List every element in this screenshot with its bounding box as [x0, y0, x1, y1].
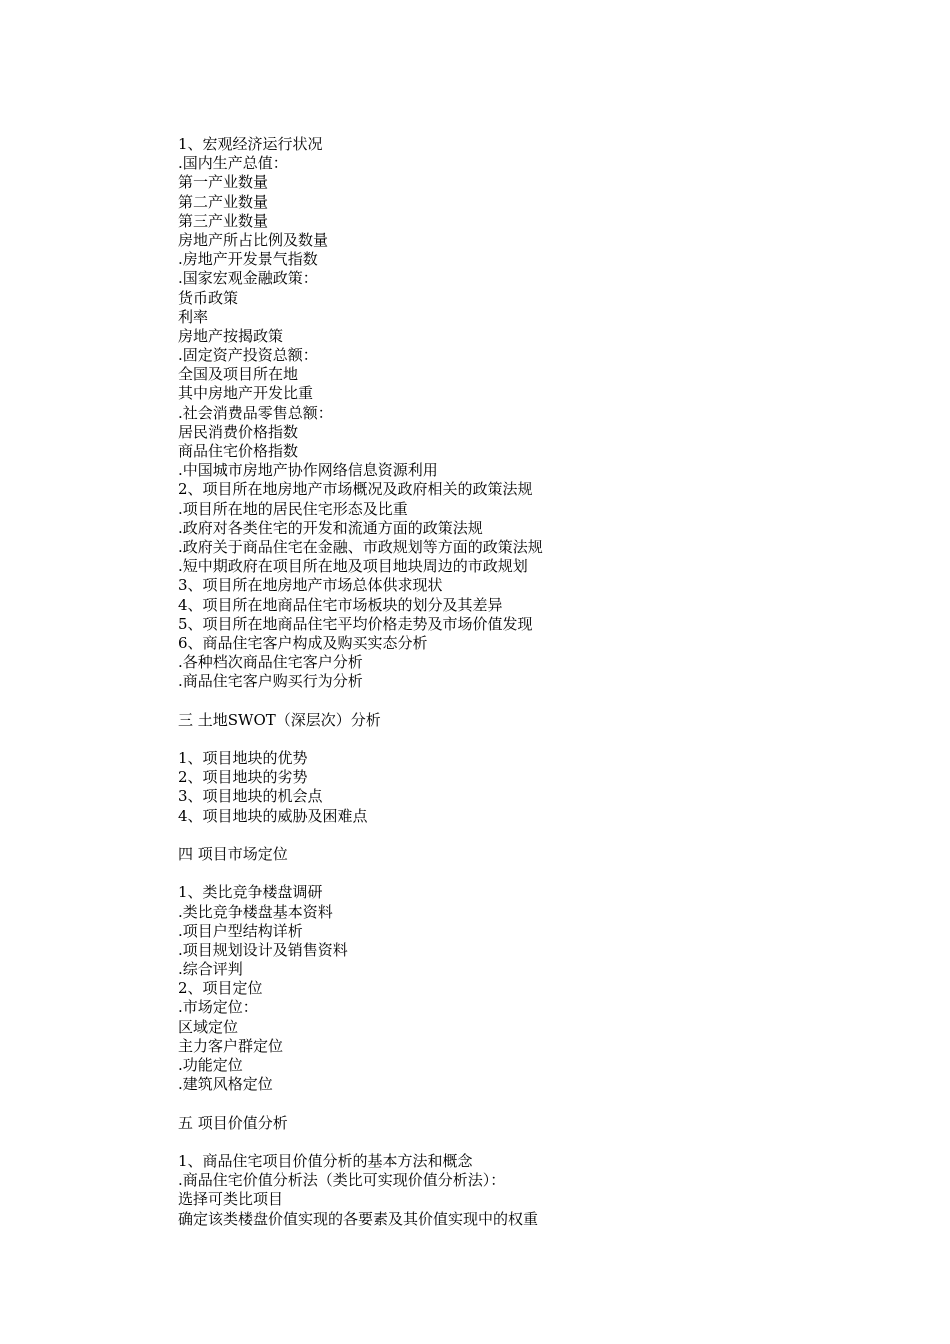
- numbered-item: 3、项目地块的机会点: [178, 787, 323, 806]
- sub-item: 选择可类比项目: [178, 1190, 284, 1209]
- sub-item: 利率: [178, 307, 209, 326]
- numbered-item: 6、商品住宅客户构成及购买实态分析: [178, 633, 428, 652]
- bullet-item: .项目所在地的居民住宅形态及比重: [178, 499, 408, 518]
- sub-item: 货币政策: [178, 288, 239, 307]
- numbered-item: 2、项目定位: [178, 979, 263, 998]
- bullet-item: .项目规划设计及销售资料: [178, 940, 348, 959]
- sub-item: 居民消费价格指数: [178, 422, 299, 441]
- section-heading: 五 项目价值分析: [178, 1113, 288, 1132]
- bullet-item: .国内生产总值：: [178, 154, 288, 173]
- bullet-item: .社会消费品零售总额：: [178, 403, 333, 422]
- sub-item: 全国及项目所在地: [178, 365, 299, 384]
- bullet-item: .短中期政府在项目所在地及项目地块周边的市政规划: [178, 557, 528, 576]
- numbered-item: 2、项目所在地房地产市场概况及政府相关的政策法规: [178, 480, 533, 499]
- numbered-item: 5、项目所在地商品住宅平均价格走势及市场价值发现: [178, 614, 533, 633]
- bullet-item: .政府关于商品住宅在金融、市政规划等方面的政策法规: [178, 537, 543, 556]
- bullet-item: .类比竞争楼盘基本资料: [178, 902, 333, 921]
- sub-item: 房地产按揭政策: [178, 326, 284, 345]
- blank-line: [178, 864, 898, 883]
- numbered-item: 2、项目地块的劣势: [178, 768, 308, 787]
- sub-item: 房地产所占比例及数量: [178, 230, 329, 249]
- bullet-item: .功能定位: [178, 1056, 243, 1074]
- bullet-item: .固定资产投资总额：: [178, 346, 318, 365]
- sub-item: 主力客户群定位: [178, 1036, 284, 1055]
- bullet-item: .房地产开发景气指数: [178, 250, 318, 269]
- sub-item: 区域定位: [178, 1017, 239, 1036]
- section-heading: 四 项目市场定位: [178, 844, 288, 863]
- numbered-item: 1、商品住宅项目价值分析的基本方法和概念: [178, 1151, 473, 1170]
- bullet-item: .商品住宅客户购买行为分析: [178, 672, 363, 691]
- blank-line: [178, 1133, 898, 1152]
- bullet-item: .综合评判: [178, 960, 243, 979]
- section-heading: 三 土地SWOT（深层次）分析: [178, 710, 381, 729]
- bullet-item: .各种档次商品住宅客户分析: [178, 653, 363, 672]
- numbered-item: 4、项目所在地商品住宅市场板块的划分及其差异: [178, 595, 503, 614]
- document-body: [178, 135, 898, 1229]
- sub-item: 其中房地产开发比重: [178, 384, 314, 403]
- bullet-item: .中国城市房地产协作网络信息资源利用: [178, 461, 438, 480]
- sub-item: 第三产业数量: [178, 211, 269, 230]
- sub-item: 第一产业数量: [178, 173, 269, 192]
- numbered-item: 1、类比竞争楼盘调研: [178, 883, 323, 902]
- bullet-item: .国家宏观金融政策：: [178, 269, 318, 288]
- sub-item: 确定该类楼盘价值实现的各要素及其价值实现中的权重: [178, 1209, 539, 1228]
- bullet-item: .政府对各类住宅的开发和流通方面的政策法规: [178, 518, 483, 537]
- bullet-item: .商品住宅价值分析法（类比可实现价值分析法）：: [178, 1171, 506, 1190]
- sub-item: 第二产业数量: [178, 192, 269, 211]
- numbered-item: 1、宏观经济运行状况: [178, 135, 323, 153]
- blank-line: [178, 691, 898, 710]
- numbered-item: 4、项目地块的威胁及困难点: [178, 806, 368, 825]
- bullet-item: .建筑风格定位: [178, 1075, 273, 1094]
- numbered-item: 3、项目所在地房地产市场总体供求现状: [178, 576, 443, 595]
- sub-item: 商品住宅价格指数: [178, 442, 299, 460]
- bullet-item: .市场定位：: [178, 998, 258, 1017]
- blank-line: [178, 1094, 898, 1113]
- blank-line: [178, 730, 898, 749]
- numbered-item: 1、项目地块的优势: [178, 749, 308, 767]
- blank-line: [178, 826, 898, 845]
- bullet-item: .项目户型结构详析: [178, 921, 303, 940]
